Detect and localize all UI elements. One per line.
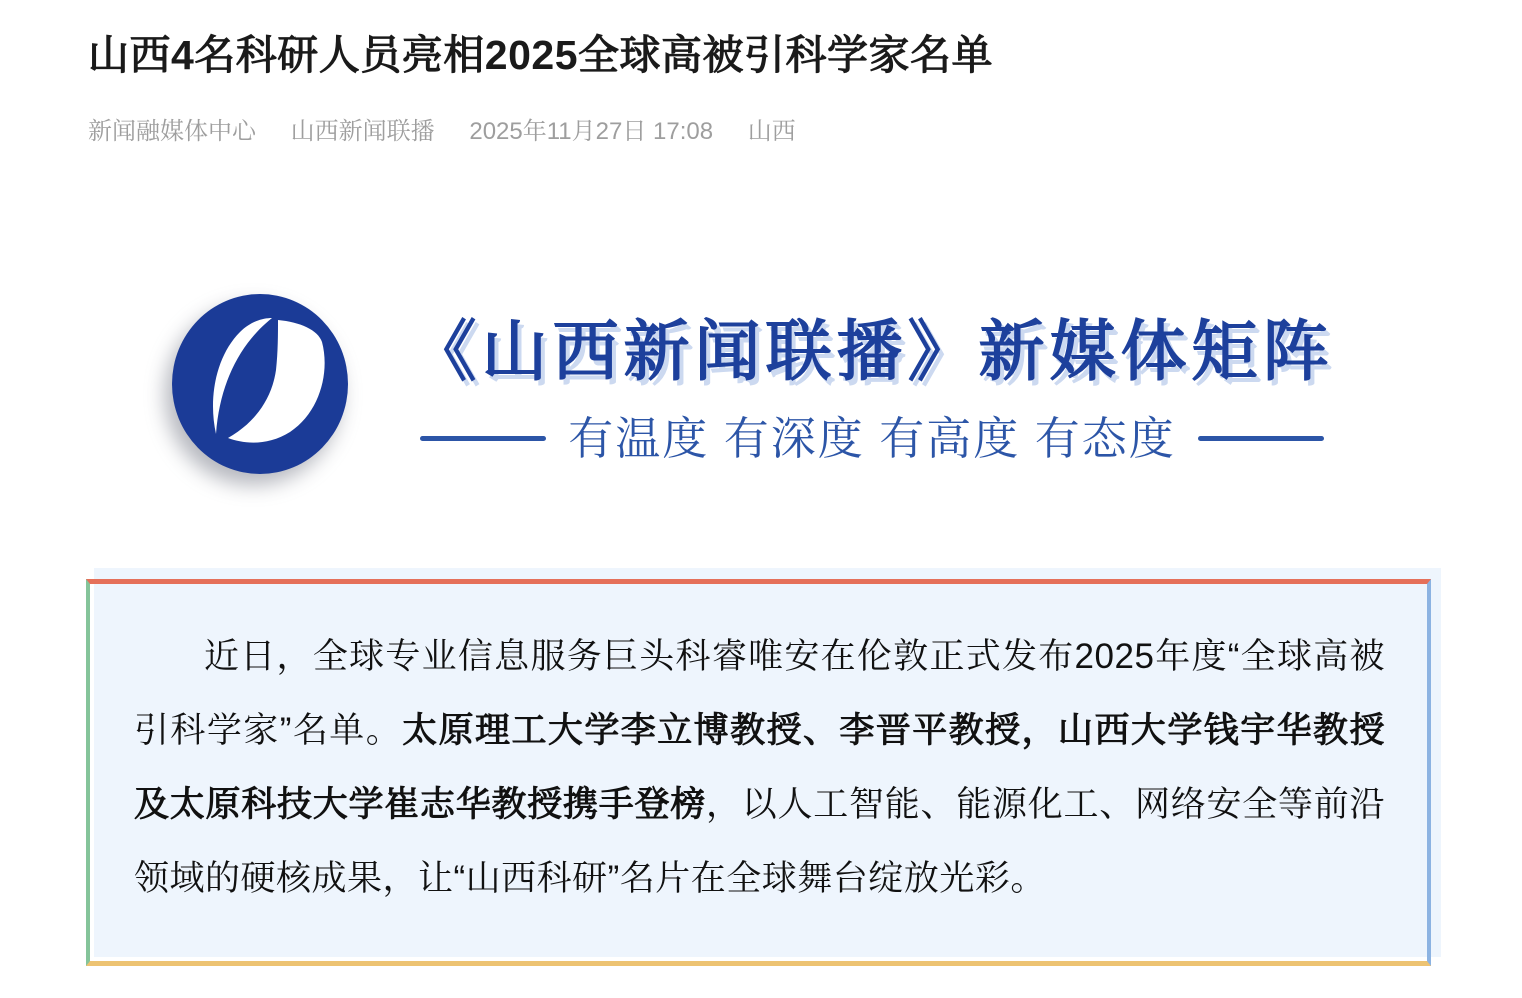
meta-location: 山西 — [747, 118, 796, 145]
tagline-dash-left — [420, 436, 546, 441]
paragraph-tail-text: ，以人工智能、能源化工、网络安全等前沿领域的硬核成果，让“山西科研”名片在全球舞台绽放光彩。 — [134, 785, 1385, 898]
banner-image — [172, 294, 1368, 479]
banner-text-block — [376, 310, 1368, 464]
paragraph-bold-text: 太原理工大学李立博教授、李晋平教授，山西大学钱宇华教授及太原科技大学崔志华教授携手登榜 — [134, 711, 1385, 824]
banner-tagline — [420, 414, 1324, 464]
article-paragraph — [86, 579, 1431, 916]
leaf-logo-icon — [172, 294, 348, 479]
banner-tagline-text: 有温度 有深度 有高度 有态度 — [568, 412, 1176, 464]
page-title: 山西4名科研人员亮相2025全球高被引科学家名单 — [88, 32, 994, 78]
article-meta — [88, 116, 796, 148]
paragraph-lead-text: 近日，全球专业信息服务巨头科睿唯安在伦敦正式发布2025年度“全球高被引科学家”名单。 — [134, 637, 1385, 750]
meta-datetime: 2025年11月27日 17:08 — [469, 118, 714, 145]
meta-source: 新闻融媒体中心 — [88, 118, 256, 145]
banner-title: 《山西新闻联播》新媒体矩阵 — [410, 313, 1334, 388]
meta-channel: 山西新闻联播 — [290, 118, 435, 145]
quote-box — [86, 568, 1442, 966]
tagline-dash-right — [1198, 436, 1324, 441]
